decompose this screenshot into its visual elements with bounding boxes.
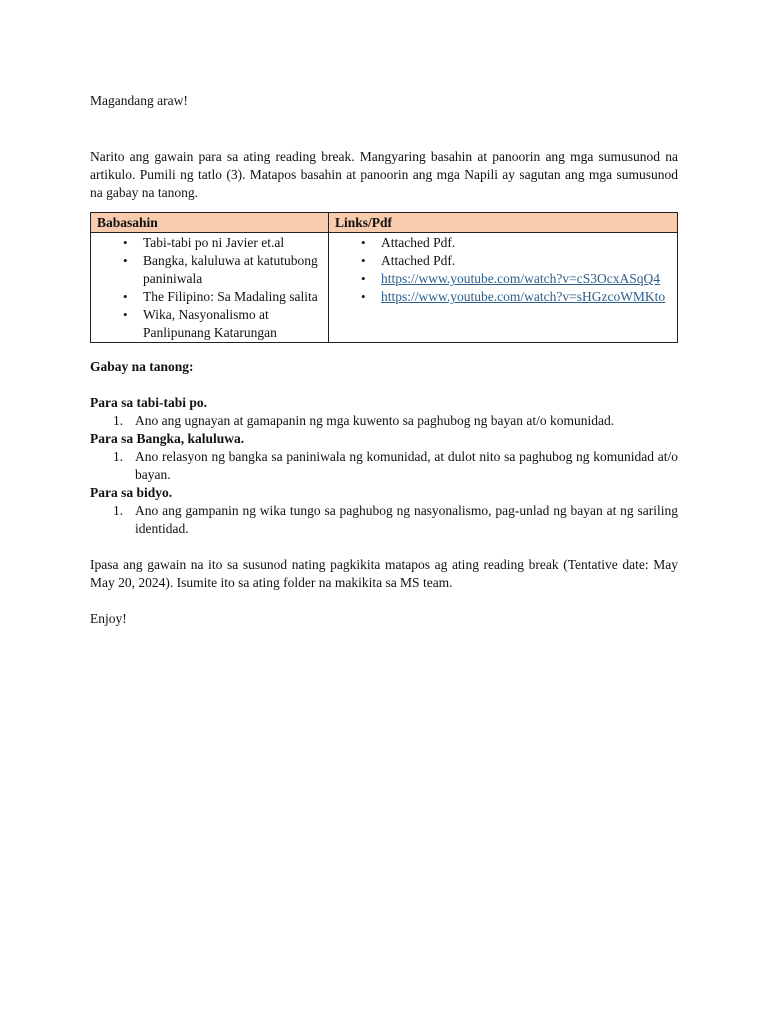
greeting: Magandang araw! [90, 93, 188, 108]
question-list [90, 502, 678, 538]
signoff: Enjoy! [90, 611, 127, 626]
readings-list [97, 234, 322, 342]
reading-item: • Bangka, kaluluwa at katutubong paniniwala [143, 252, 322, 288]
header-babasahin: Babasahin [91, 213, 329, 233]
attached-pdf-item: • Attached Pdf. [381, 234, 671, 252]
closing-paragraph: Ipasa ang gawain na ito sa susunod nating pagkikita matapos ag ating reading break (Tentative date: May May 20, 2024). Isumite ito sa ating folder na makikita sa MS team. [90, 557, 678, 590]
document-page [90, 92, 678, 628]
question-list [90, 448, 678, 484]
question-list [90, 412, 678, 430]
section-tabi-tabi [90, 394, 678, 430]
section-title: Para sa bidyo. [90, 485, 173, 500]
question-text: Ano relasyon ng bangka sa paniniwala ng komunidad, at dulot nito sa paghubog ng komunidad at/o bayan. [135, 449, 678, 482]
reading-item: • The Filipino: Sa Madaling salita [143, 288, 322, 306]
youtube-link-1[interactable]: https://www.youtube.com/watch?v=cS3OcxASqQ4 [381, 271, 660, 286]
links-cell [329, 233, 678, 343]
reading-item: • Wika, Nasyonalismo at Panlipunang Katarungan [143, 306, 322, 342]
header-links-pdf: Links/Pdf [329, 213, 678, 233]
section-title: Para sa Bangka, kaluluwa. [90, 431, 245, 446]
intro-paragraph: Narito ang gawain para sa ating reading break. Mangyaring basahin at panoorin ang mga sumusunod na artikulo. Pumili ng tatlo (3). Matapos basahin at panoorin ang mga Napili ay sagutan ang mga sumusunod na gabay na tanong. [90, 149, 678, 200]
question-item [113, 502, 678, 538]
links-list [335, 234, 671, 306]
question-item [113, 448, 678, 484]
attached-pdf-item: • Attached Pdf. [381, 252, 671, 270]
youtube-link-2[interactable]: https://www.youtube.com/watch?v=sHGzcoWMKto [381, 289, 666, 304]
question-number: 1. [113, 413, 124, 428]
question-number: 1. [113, 503, 124, 518]
reading-item: • Tabi-tabi po ni Javier et.al [143, 234, 322, 252]
section-title: Para sa tabi-tabi po. [90, 395, 208, 410]
section-bidyo [90, 484, 678, 538]
video-link-item [381, 270, 671, 288]
readings-cell [91, 233, 329, 343]
question-number: 1. [113, 449, 124, 464]
table-header-row [91, 213, 678, 233]
table-row [91, 233, 678, 343]
section-bangka [90, 430, 678, 484]
video-link-item [381, 288, 671, 306]
readings-table [90, 212, 678, 343]
question-item [113, 412, 678, 430]
guide-heading: Gabay na tanong: [90, 359, 194, 374]
question-text: Ano ang ugnayan at gamapanin ng mga kuwento sa paghubog ng bayan at/o komunidad. [135, 413, 615, 428]
question-text: Ano ang gampanin ng wika tungo sa paghubog ng nasyonalismo, pag-unlad ng bayan at ng sariling identidad. [135, 503, 678, 536]
